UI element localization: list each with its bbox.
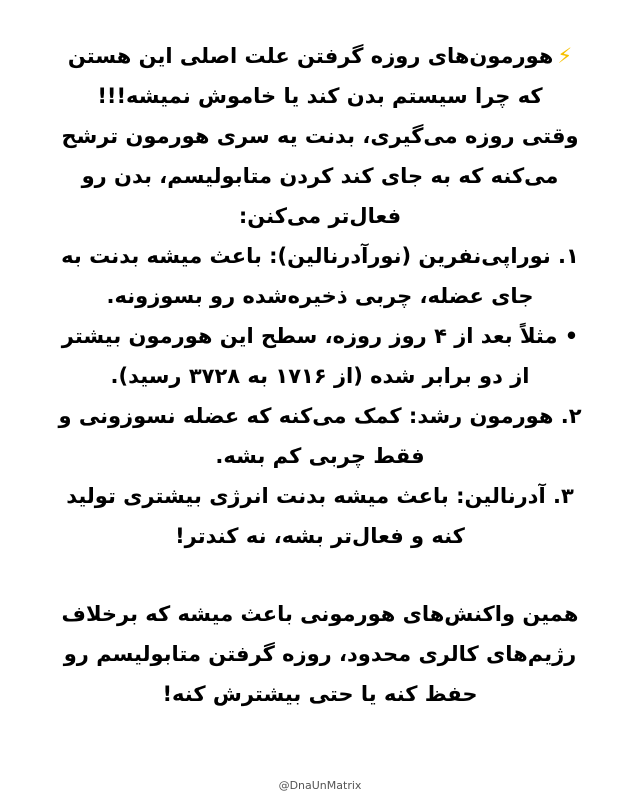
watermark: @DnaUnMatrix [278, 779, 362, 792]
hormone-list [40, 236, 600, 556]
list-item: ۱. نوراپی‌نفرین (نورآدرنالین): باعث میشه بدنت به [61, 244, 579, 268]
list-item: • مثلاً بعد از ۴ روز روزه، سطح این هورمون بیشتر [61, 324, 579, 348]
conclusion-line: رژیم‌های کالری محدود، روزه گرفتن متابولیسم رو [63, 642, 577, 666]
conclusion-line: همین واکنش‌های هورمونی باعث میشه که برخلاف [61, 602, 579, 626]
intro-paragraph [40, 36, 600, 236]
list-item: فقط چربی کم بشه. [215, 444, 425, 468]
conclusion-paragraph [40, 594, 600, 714]
conclusion-line: حفظ کنه یا حتی بیشترش کنه! [162, 682, 478, 706]
list-item: کنه و فعال‌تر بشه، نه کندتر! [175, 524, 465, 548]
intro-line: ⚡هورمون‌های روزه گرفتن علت اصلی این هستن [67, 44, 573, 68]
intro-line: می‌کنه که به جای کند کردن متابولیسم، بدن رو [81, 164, 559, 188]
list-item: جای عضله، چربی ذخیره‌شده رو بسوزونه. [106, 284, 534, 308]
list-item: ۲. هورمون رشد: کمک می‌کنه که عضله نسوزونی و [58, 404, 582, 428]
list-item: ۳. آدرنالین: باعث میشه بدنت انرژی بیشتری تولید [66, 484, 574, 508]
intro-line: فعال‌تر می‌کنن: [238, 204, 402, 228]
intro-line: که چرا سیستم بدن کند یا خاموش نمیشه!!! [97, 84, 543, 108]
lightning-bolt-icon: ⚡ [557, 44, 573, 68]
list-item: از دو برابر شده (از ۱۷۱۶ به ۳۷۲۸ رسید). [110, 364, 530, 388]
paragraph-gap [40, 556, 600, 594]
post-body [40, 36, 600, 714]
intro-line: وقتی روزه می‌گیری، بدنت یه سری هورمون ترشح [61, 124, 579, 148]
